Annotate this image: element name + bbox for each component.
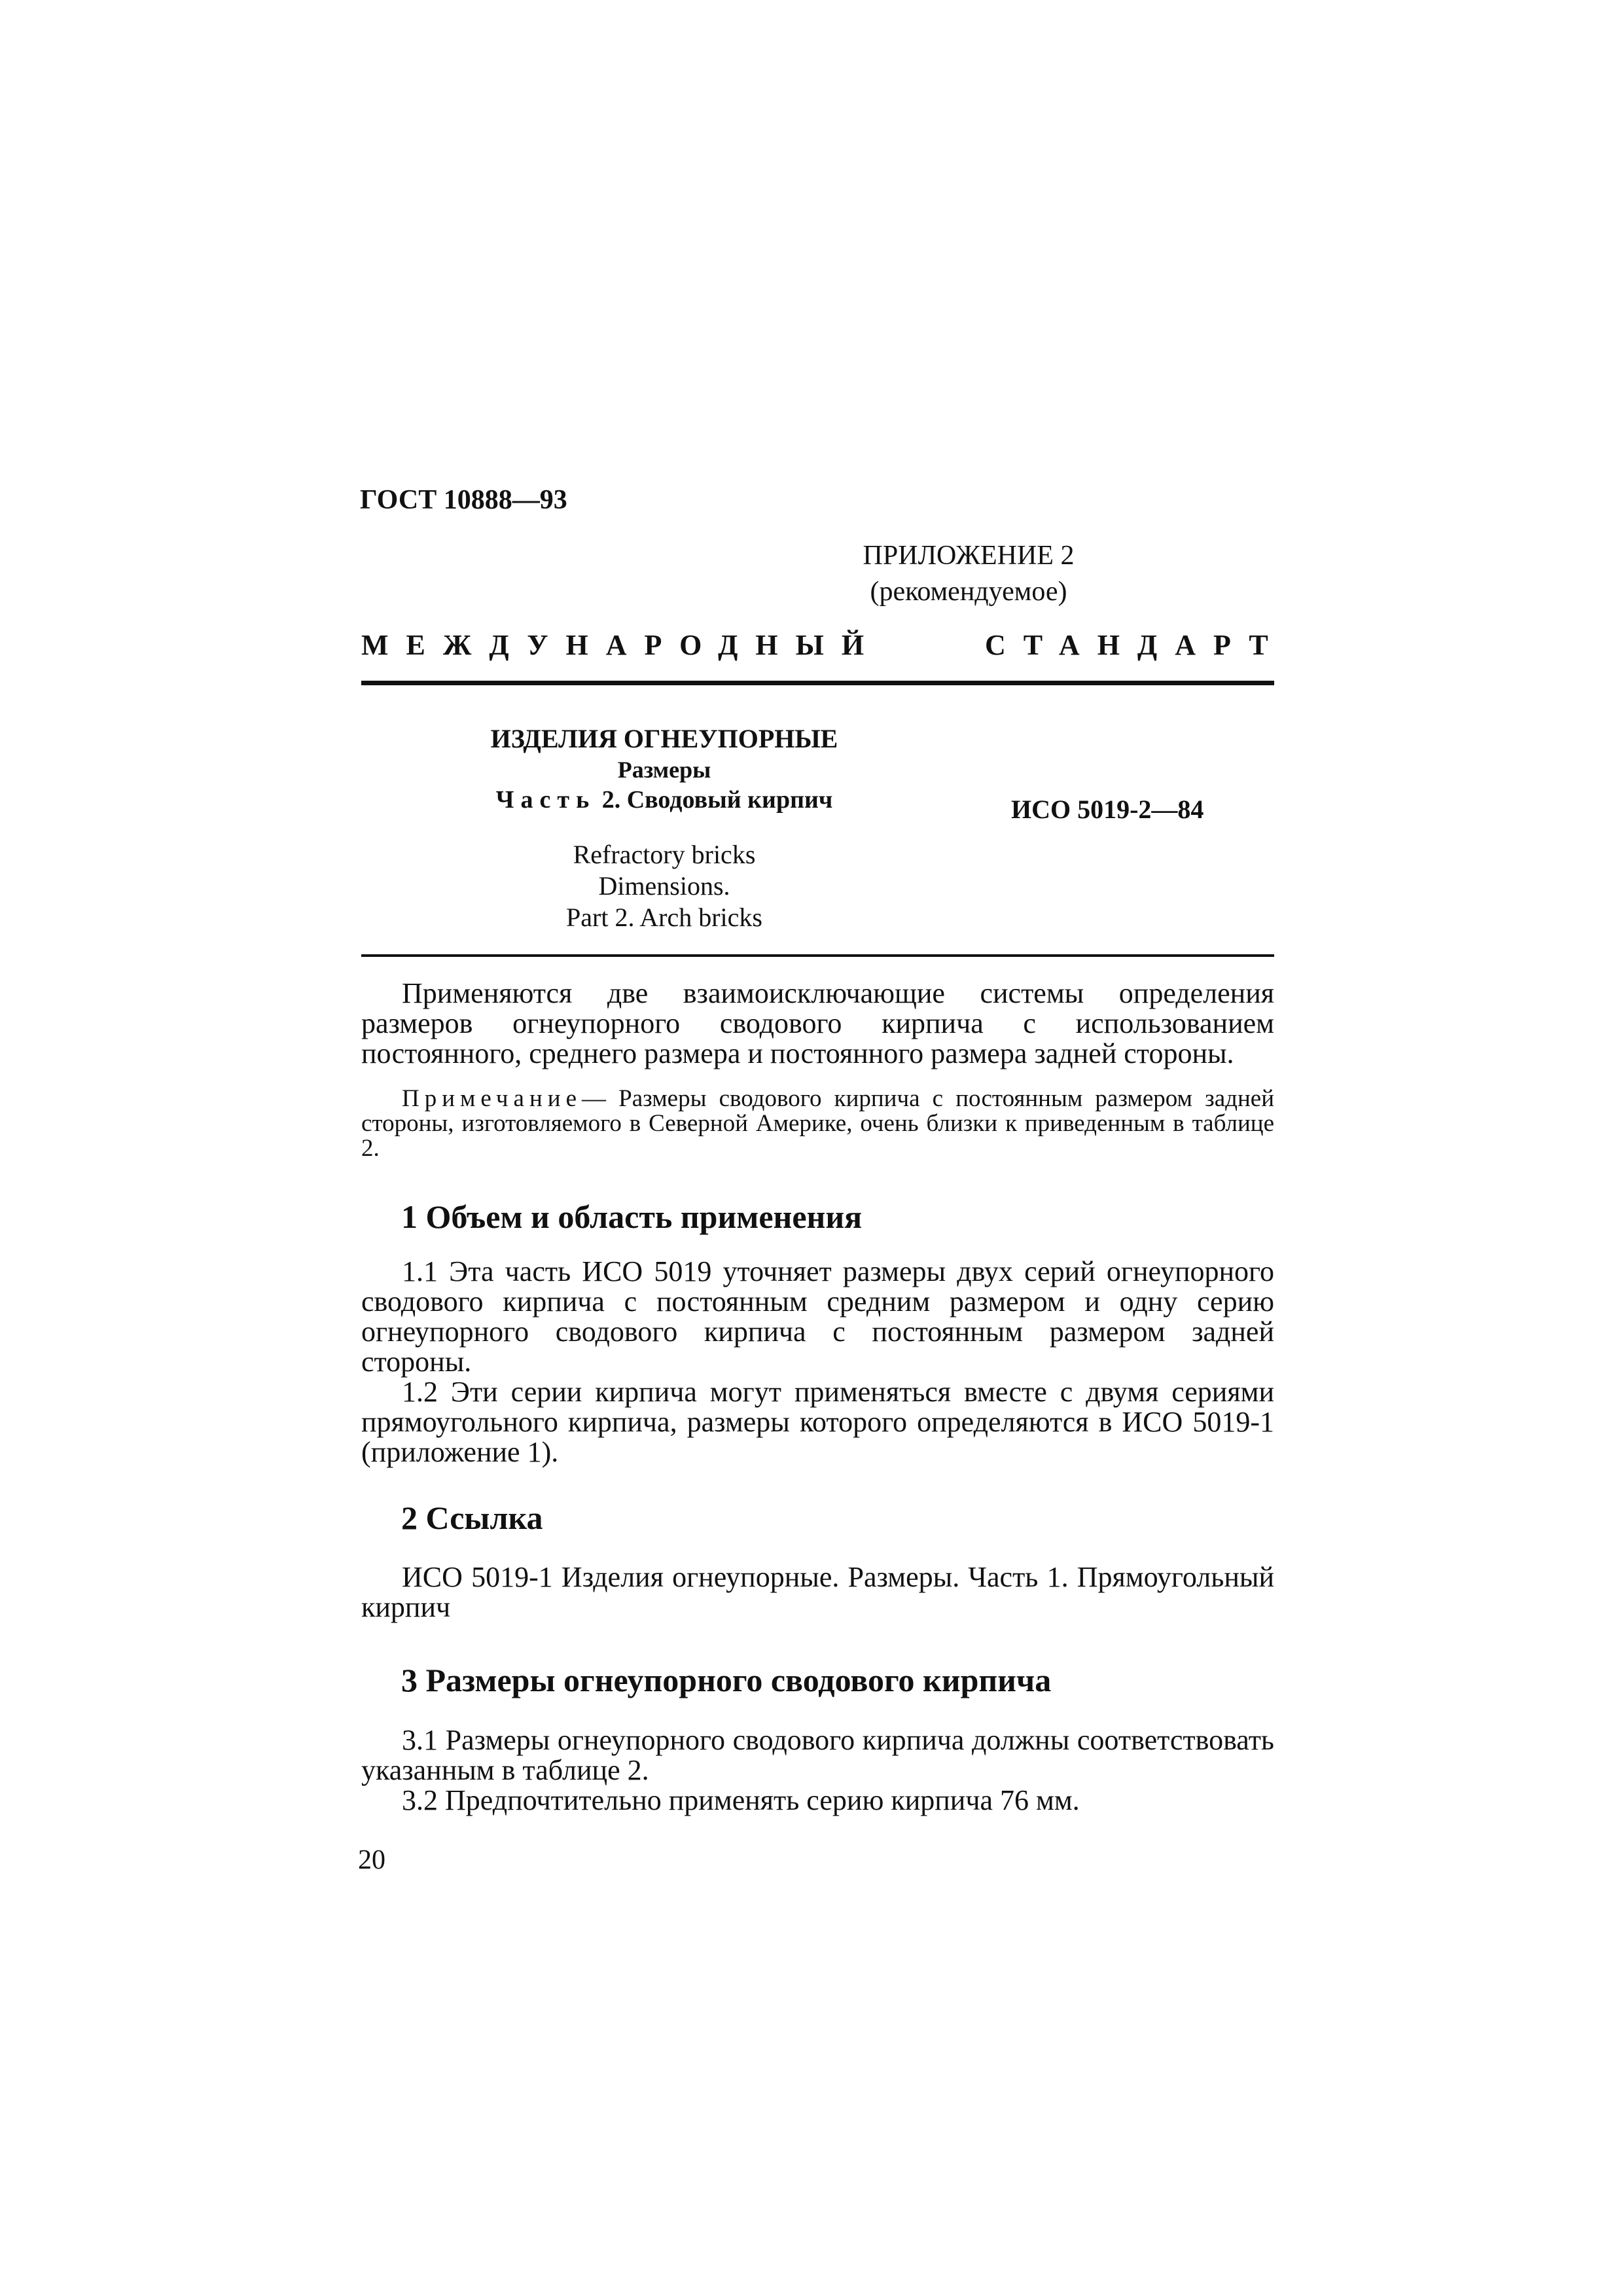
intro-paragraph: Применяются две взаимоисключающие системы определения размеров огнеупорного сводового кирпича с использованием постоянного, среднего размера и постоянного размера задней стороны. (361, 977, 1274, 1069)
standard-title: ИЗДЕЛИЯ ОГНЕУПОРНЫЕ (490, 724, 838, 753)
clause-3-2: 3.2 Предпочтительно применять серию кирпича 76 мм. (402, 1784, 1080, 1816)
standard-part (419, 785, 910, 814)
thick-divider (361, 681, 1274, 685)
standard-subtitle: Размеры (617, 757, 711, 783)
iso-code: ИСО 5019-2—84 (1011, 795, 1204, 824)
page-number: 20 (358, 1845, 385, 1875)
appendix-subtitle: (рекомендуемое) (870, 577, 1067, 607)
section-3-heading: 3 Размеры огнеупорного сводового кирпича (401, 1662, 1052, 1698)
section-2-heading: 2 Ссылка (401, 1499, 543, 1536)
part-label: Часть (495, 786, 596, 814)
thin-divider (361, 954, 1274, 957)
banner-standard: СТАНДАРТ (985, 629, 1286, 661)
clause-1-1: 1.1 Эта часть ИСО 5019 уточняет размеры двух серий огнеупорного сводового кирпича с постоянным средним размером и одну серию огнеупорного сводового кирпича с постоянным размером задней стороны. (361, 1255, 1274, 1378)
note-label: Примечание (402, 1085, 582, 1112)
banner-international: МЕЖДУНАРОДНЫЙ (361, 629, 882, 661)
section-1-heading: 1 Объем и область применения (401, 1198, 863, 1235)
english-title-line-1: Refractory bricks (573, 840, 756, 869)
reference-paragraph: ИСО 5019-1 Изделия огнеупорные. Размеры. Часть 1. Прямоугольный кирпич (361, 1561, 1274, 1623)
english-title-line-3: Part 2. Arch bricks (566, 903, 762, 932)
note-text: — Размеры сводового кирпича с постоянным размером задней стороны, изготовляемого в Северной Америке, очень близки к приведенным в таблице 2. (361, 1085, 1274, 1162)
english-title-line-2: Dimensions. (598, 871, 730, 901)
note-paragraph (361, 1086, 1274, 1161)
document-code: ГОСТ 10888—93 (360, 485, 567, 515)
clause-3-1: 3.1 Размеры огнеупорного сводового кирпича должны соответствовать указанным в таблице 2. (361, 1724, 1274, 1786)
appendix-title: ПРИЛОЖЕНИЕ 2 (863, 541, 1075, 571)
clause-1-2: 1.2 Эти серии кирпича могут применяться вместе с двумя сериями прямоугольного кирпича, размеры которого определяются в ИСО 5019-1 (приложение 1). (361, 1376, 1274, 1468)
part-text: 2. Сводовый кирпич (601, 786, 833, 814)
